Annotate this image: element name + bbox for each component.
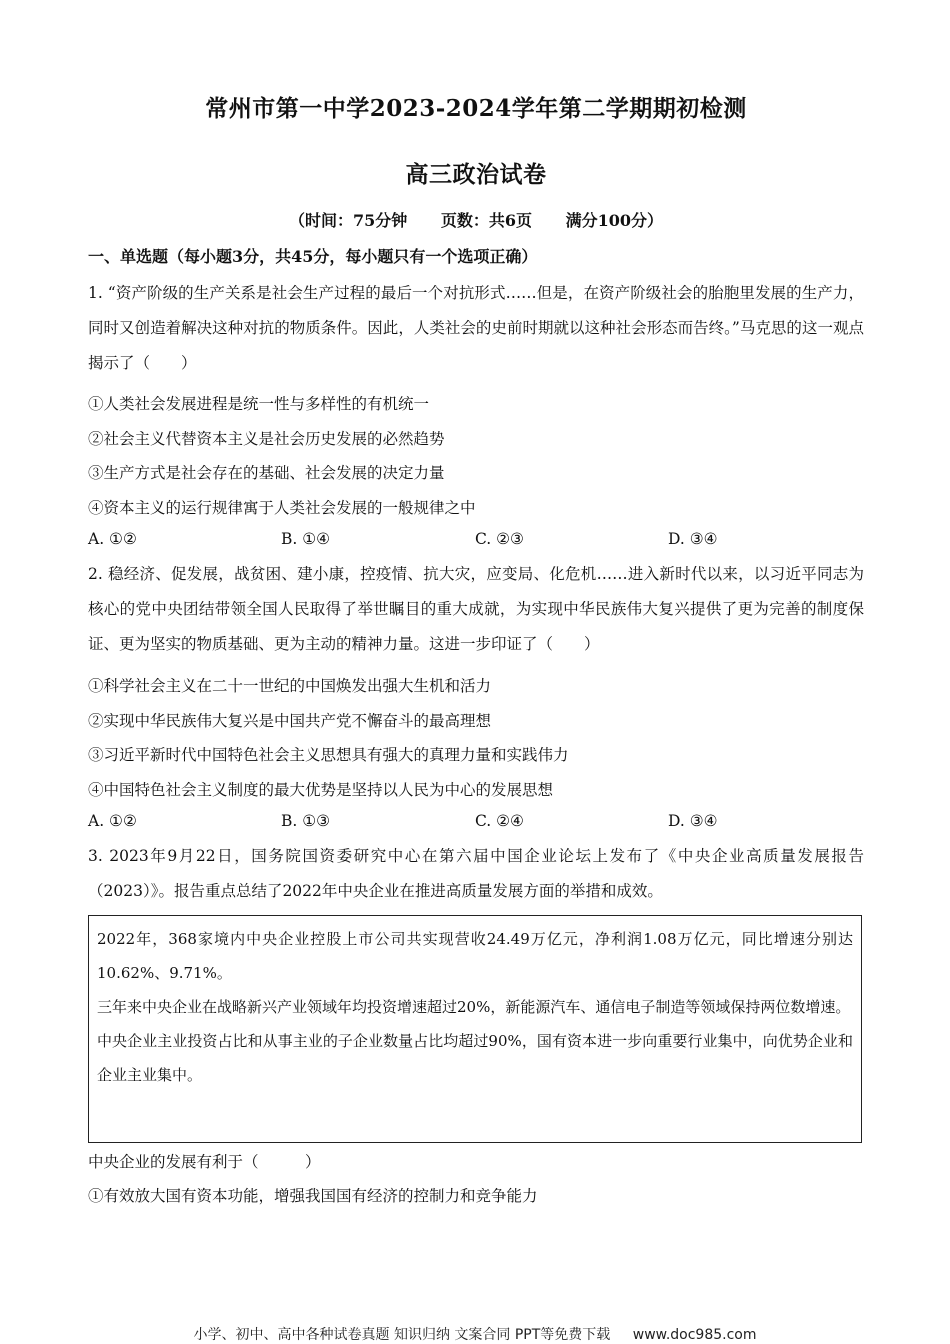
- question-3-stem: 3. 2023年9月22日，国务院国资委研究中心在第六届中国企业论坛上发布了《中央企业高质量发展报告（2023）》。报告重点总结了2022年中央企业在推进高质量发展方面的举措和成效。: [88, 847, 864, 900]
- question-2-option-c[interactable]: C. ②④: [475, 812, 524, 830]
- exam-meta: [88, 208, 864, 231]
- question-2-item-1: ①科学社会主义在二十一世纪的中国焕发出强大生机和活力: [88, 677, 492, 695]
- question-1-item-4: ④资本主义的运行规律寓于人类社会发展的一般规律之中: [88, 499, 476, 517]
- material-paragraph-3: 中央企业主业投资占比和从事主业的子企业数量占比均超过90%，国有资本进一步向重要行业集中，向优势企业和企业主业集中。: [97, 1032, 853, 1084]
- exam-pages: 页数：共6页: [440, 211, 532, 230]
- question-1-item-3: ③生产方式是社会存在的基础、社会发展的决定力量: [88, 464, 445, 482]
- question-1-option-d[interactable]: D. ③④: [668, 530, 718, 548]
- question-1-option-a[interactable]: A. ①②: [88, 530, 137, 548]
- exam-subtitle: 高三政治试卷: [405, 161, 547, 188]
- question-2-option-a[interactable]: A. ①②: [88, 812, 137, 830]
- footer-text: 小学、初中、高中各种试卷真题 知识归纳 文案合同 PPT等免费下载: [193, 1327, 611, 1343]
- question-2-item-4: ④中国特色社会主义制度的最大优势是坚持以人民为中心的发展思想: [88, 781, 554, 799]
- material-paragraph-1: 2022年，368家境内中央企业控股上市公司共实现营收24.49万亿元，净利润1.08万亿元，同比增速分别达10.62%、9.71%。: [97, 930, 853, 982]
- question-2-option-b[interactable]: B. ①③: [281, 812, 331, 830]
- question-3-item-1: ①有效放大国有资本功能，增强我国国有经济的控制力和竞争能力: [88, 1187, 538, 1205]
- question-3-prompt: 中央企业的发展有利于（ ）: [88, 1153, 321, 1171]
- exam-time: （时间：75分钟: [289, 211, 408, 230]
- question-2-option-d[interactable]: D. ③④: [668, 812, 718, 830]
- exam-title: 常州市第一中学2023-2024学年第二学期期初检测: [205, 95, 747, 122]
- material-box: [88, 915, 862, 1143]
- question-2-item-3: ③习近平新时代中国特色社会主义思想具有强大的真理力量和实践伟力: [88, 746, 569, 764]
- page-footer: [0, 1324, 950, 1344]
- question-1-item-2: ②社会主义代替资本主义是社会历史发展的必然趋势: [88, 430, 445, 448]
- question-1-item-1: ①人类社会发展进程是统一性与多样性的有机统一: [88, 395, 430, 413]
- section-heading: 一、单选题（每小题3分，共45分，每小题只有一个选项正确）: [88, 247, 538, 266]
- footer-url[interactable]: www.doc985.com: [632, 1327, 757, 1343]
- question-1-option-b[interactable]: B. ①④: [281, 530, 331, 548]
- question-2-item-2: ②实现中华民族伟大复兴是中国共产党不懈奋斗的最高理想: [88, 712, 492, 730]
- question-1-option-c[interactable]: C. ②③: [475, 530, 524, 548]
- exam-score: 满分100分）: [565, 211, 663, 230]
- material-paragraph-2: 三年来中央企业在战略新兴产业领域年均投资增速超过20%，新能源汽车、通信电子制造等领域保持两位数增速。: [97, 998, 851, 1016]
- question-2-stem: 2. 稳经济、促发展，战贫困、建小康，控疫情、抗大灾，应变局、化危机……进入新时代以来，以习近平同志为核心的党中央团结带领全国人民取得了举世瞩目的重大成就，为实现中华民族伟大复兴提供了更为完善的制度保证、更为坚实的物质基础、更为主动的精神力量。这进一步印证了（ ）: [88, 565, 864, 653]
- question-1-stem: 1. “资产阶级的生产关系是社会生产过程的最后一个对抗形式……但是，在资产阶级社会的胎胞里发展的生产力，同时又创造着解决这种对抗的物质条件。因此，人类社会的史前时期就以这种社会形态而告终。”马克思的这一观点揭示了（ ）: [88, 284, 864, 372]
